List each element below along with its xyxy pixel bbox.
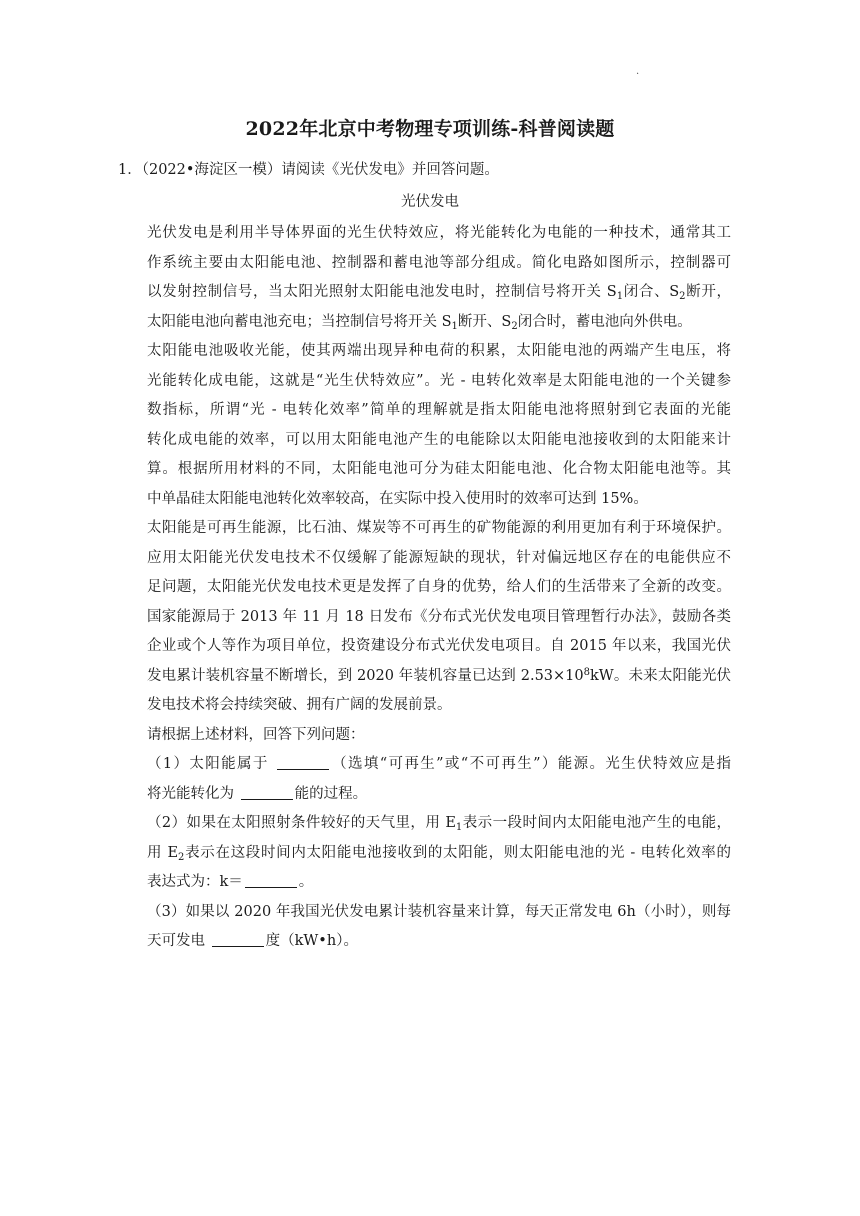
sub-question-2: （2）如果在太阳照射条件较好的天气里，用 $E_1$表示一段时间内太阳能电池产生的电能， [147, 815, 732, 833]
sub-question-2-cont: 表达式为：k＝ 。 [147, 874, 314, 890]
paragraph-line: 发电累计装机容量不断增长，到 2020 年装机容量已达到 $2.53\times 10^8kW$。未来太阳能光伏 [147, 666, 731, 684]
article-title: 光伏发电 [401, 194, 459, 210]
paragraph-line: 数指标，所谓“光 - 电转化效率”简单的理解就是指太阳能电池将照射到它表面的光能 [147, 402, 731, 418]
paragraph-line: 发电技术将会持续突破、拥有广阔的发展前景。 [147, 697, 452, 713]
paragraph-line: 以发射控制信号，当太阳光照射太阳能电池发电时，控制信号将开关 $S_1$闭合、$S_2$断开， [147, 284, 732, 302]
answer-blank-3[interactable] [245, 873, 297, 888]
question-heading: 1．（2022•海淀区一模）请阅读《光伏发电》并回答问题。 [118, 162, 499, 178]
paragraph-line: 太阳能电池吸收光能，使其两端出现异种电荷的积累，太阳能电池的两端产生电压，将 [147, 343, 731, 359]
answer-blank-2[interactable] [241, 785, 293, 800]
questions-prompt: 请根据上述材料，回答下列问题： [147, 726, 365, 743]
sub-question-3-cont: 天可发电 度（kW•h）。 [147, 933, 358, 949]
sub-question-2-cont: 用 $E_2$表示在这段时间内太阳能电池接收到的太阳能，则太阳能电池的光 - 电转化效率的 [147, 844, 731, 863]
paragraph-line: 应用太阳能光伏发电技术不仅缓解了能源短缺的现状，针对偏远地区存在的电能供应不 [147, 549, 731, 566]
paragraph-line: 转化成电能的效率，可以用太阳能电池产生的电能除以太阳能电池接收到的太阳能来计 [147, 431, 731, 448]
paragraph-line: 足问题，太阳能光伏发电技术更是发挥了自身的优势，给人们的生活带来了全新的改变。 [147, 579, 731, 595]
sub-question-1: （1）太阳能属于 （选填“可再生”或“不可再生”）能源。光生伏特效应是指 [147, 756, 731, 772]
header-dot: . [636, 66, 640, 77]
paragraph-line: 中单晶硅太阳能电池转化效率较高，在实际中投入使用时的效率可达到 15%。 [147, 490, 648, 507]
sub-question-3: （3）如果以 2020 年我国光伏发电累计装机容量来计算，每天正常发电 6h（小时），则每 [147, 903, 731, 920]
paragraph-line: 企业或个人等作为项目单位，投资建设分布式光伏发电项目。自 2015 年以来，我国光伏 [147, 638, 731, 654]
paragraph-line: 光能转化成电能，这就是“光生伏特效应”。光 - 电转化效率是太阳能电池的一个关键参 [147, 372, 731, 389]
article-body [147, 219, 731, 957]
answer-blank-4[interactable] [212, 932, 264, 947]
page-title: 2022年北京中考物理专项训练-科普阅读题 [245, 118, 615, 140]
paragraph-line: 太阳能电池向蓄电池充电；当控制信号将开关 $S_1$断开、$S_2$闭合时，蓄电池向外供电。 [147, 313, 692, 332]
paragraph-line: 算。根据所用材料的不同，太阳能电池可分为硅太阳能电池、化合物太阳能电池等。其 [147, 461, 731, 477]
sub-question-1-cont: 将光能转化为 能的过程。 [147, 785, 368, 802]
paragraph-line: 光伏发电是利用半导体界面的光生伏特效应，将光能转化为电能的一种技术，通常其工 [147, 225, 731, 241]
answer-blank-1[interactable] [277, 755, 329, 770]
paragraph-line: 太阳能是可再生能源，比石油、煤炭等不可再生的矿物能源的利用更加有利于环境保护。 [147, 520, 731, 536]
paragraph-line: 作系统主要由太阳能电池、控制器和蓄电池等部分组成。简化电路如图所示，控制器可 [147, 254, 731, 271]
paragraph-line: 国家能源局于 2013 年 11 月 18 日发布《分布式光伏发电项目管理暂行办法》，鼓励各类 [147, 608, 731, 625]
